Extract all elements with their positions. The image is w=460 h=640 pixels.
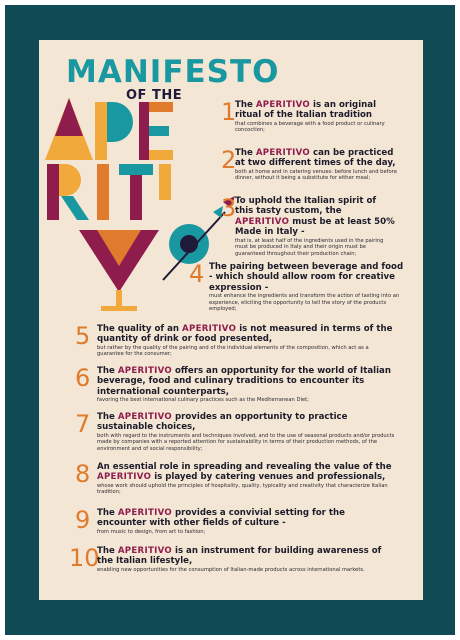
item-number: 2 xyxy=(221,146,237,174)
item-number: 5 xyxy=(75,322,91,350)
item-number: 7 xyxy=(75,410,91,438)
item-body xyxy=(97,366,395,404)
item-statement: The pairing between beverage and food - which should allow room for creative expression - xyxy=(209,262,404,293)
aperitivo-keyword: APERITIVO xyxy=(97,472,152,483)
poster-subtitle: OF THE xyxy=(126,88,183,103)
item-statement: To uphold the Italian spirit of this tasty custom, the APERITIVO must be at least 50% Made in Italy - xyxy=(235,196,395,238)
item-body xyxy=(235,100,391,134)
poster-title: MANIFESTO xyxy=(66,54,280,90)
item-body xyxy=(209,262,405,313)
item-body xyxy=(97,462,395,496)
item-statement: The APERITIVO provides a convivial setting for the encounter with other fields of culture - xyxy=(97,508,345,529)
aperitivo-keyword: APERITIVO xyxy=(182,324,237,334)
item-detail: both at home and in catering venues: before lunch and before dinner, without it being a substitute for either meal; xyxy=(235,168,397,182)
aperitivo-keyword: APERITIVO xyxy=(117,546,173,556)
item-detail: enabling new opportunities for the consumption of Italian-made products across international markets. xyxy=(97,566,365,573)
item-detail: both with regard to the instruments and techniques involved, and to the use of seasonal products and/or products made by companies with a reported attention for sustainability in terms of their production methods, of the environment and of social responsibility; xyxy=(97,432,395,452)
item-body xyxy=(97,508,395,535)
poster-paper xyxy=(39,40,423,600)
item-number: 4 xyxy=(189,260,205,288)
item-number: 10 xyxy=(69,544,100,572)
aperitivo-keyword: APERITIVO xyxy=(117,366,173,376)
item-statement: The APERITIVO provides an opportunity to practice sustainable choices, xyxy=(97,412,348,433)
aperitivo-keyword: APERITIVO xyxy=(255,100,311,110)
item-statement: The APERITIVO can be practiced at two different times of the day, xyxy=(235,148,396,169)
aperitivo-keyword: APERITIVO xyxy=(117,412,173,422)
item-number: 3 xyxy=(221,194,237,222)
item-body xyxy=(235,148,397,182)
item-statement: An essential role in spreading and revealing the value of the APERITIVO is played by catering venues and professionals, xyxy=(97,462,392,483)
item-body xyxy=(97,546,395,573)
item-detail: must enhance the ingredients and transform the action of tasting into an experience, eliciting the opportunity to tell the story of the products employed; xyxy=(209,293,400,313)
item-number: 8 xyxy=(75,460,91,488)
item-detail: that combines a beverage with a food product or culinary concoction; xyxy=(235,120,385,134)
item-number: 9 xyxy=(75,506,91,534)
aperitivo-keyword: APERITIVO xyxy=(117,508,173,518)
item-detail: whose work should uphold the principles of hospitality, quality, typicality and creativity that characterize Italian tradition; xyxy=(97,482,388,496)
item-detail: that is, at least half of the ingredients used in the pairing must be produced in Italy and their origin must be guaranteed throughout their production chain; xyxy=(235,237,384,257)
item-body xyxy=(97,324,395,358)
item-statement: The APERITIVO is an original ritual of the Italian tradition xyxy=(235,100,377,121)
item-statement: The quality of an APERITIVO is not measured in terms of the quantity of drink or food presented, xyxy=(97,324,393,345)
item-detail: but rather by the quality of the pairing and of the individual elements of the composition, which act as a guarantee for the consumer; xyxy=(97,344,369,358)
item-detail: favoring the best international culinary practices such as the Mediterranean Diet; xyxy=(97,397,309,404)
item-body xyxy=(235,196,395,257)
item-number: 6 xyxy=(75,364,91,392)
item-body xyxy=(97,412,395,453)
item-detail: from music to design, from art to fashion; xyxy=(97,528,206,535)
item-statement: The APERITIVO offers an opportunity for the world of Italian beverage, food and culinary traditions to encounter its international counterparts, xyxy=(97,366,391,397)
item-number: 1 xyxy=(221,98,237,126)
item-statement: The APERITIVO is an instrument for building awareness of the Italian lifestyle, xyxy=(97,546,382,567)
aperitivo-keyword: APERITIVO xyxy=(255,148,311,158)
aperitivo-keyword: APERITIVO xyxy=(235,216,290,227)
